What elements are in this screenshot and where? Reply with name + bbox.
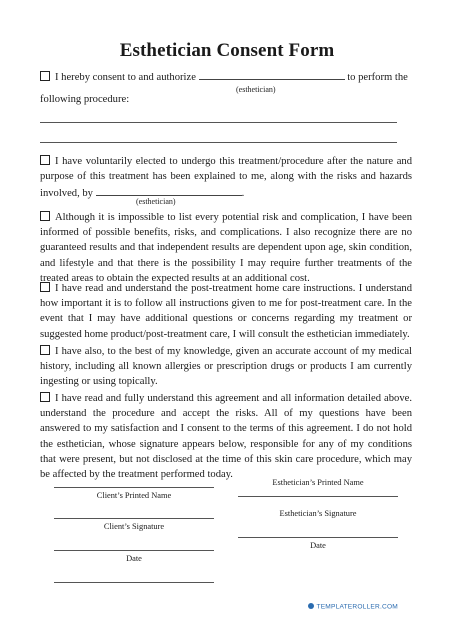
- paragraph-text: I have read and fully understand this agreement and all information detailed above.: [55, 393, 412, 404]
- client-printed-name-field[interactable]: [54, 487, 214, 500]
- brand-footer[interactable]: [308, 603, 398, 611]
- signature-line[interactable]: [238, 537, 398, 538]
- checkbox-voluntary[interactable]: [40, 155, 50, 165]
- paragraph-text: history, including all known allergies or prescription drugs or products I am currently: [40, 361, 412, 373]
- paragraph-consent: [40, 68, 412, 107]
- paragraph-text: that were present, but not disclosed at the time of this skin care procedure, which may: [40, 453, 412, 465]
- esthetician-signature-label: Esthetician’s Signature: [279, 509, 357, 518]
- esthetician-date-field[interactable]: [238, 537, 398, 550]
- templateroller-logo-icon: [308, 603, 314, 609]
- checkbox-risks[interactable]: [40, 211, 50, 221]
- esthetician-sublabel: (esthetician): [236, 85, 276, 94]
- client-printed-name-label: Client’s Printed Name: [96, 491, 172, 500]
- checkbox-home-care[interactable]: [40, 282, 50, 292]
- esthetician-printed-name-field[interactable]: [238, 478, 398, 497]
- paragraph-text: ingesting or using topically.: [40, 376, 158, 388]
- extra-line-field[interactable]: [54, 582, 214, 583]
- client-date-label: Date: [126, 554, 142, 563]
- paragraph-text: involved, by: [40, 188, 93, 200]
- paragraph-text: .: [241, 188, 245, 200]
- paragraph-text: event that I may have additional questions or concerns regarding my treatment or: [40, 313, 412, 325]
- signature-line[interactable]: [54, 487, 214, 488]
- procedure-line-2[interactable]: [40, 142, 397, 143]
- paragraph-risks: [40, 210, 412, 286]
- paragraph-text: I have also, to the best of my knowledge, given an accurate account of my medical: [55, 346, 412, 357]
- esthetician-name-blank[interactable]: [199, 68, 345, 80]
- paragraph-text: and lifestyle and that there is the possibility I may require further treatments of the: [40, 257, 412, 269]
- paragraph-text: Although it is impossible to list every potential risk and complication, I have been: [55, 212, 412, 223]
- paragraph-text: understand the procedure and accept the risks. All of my questions have been: [40, 408, 412, 420]
- paragraph-text: be affected by the treatment performed today.: [40, 468, 233, 480]
- paragraph-text: how important it is to follow all instructions given to me for post-treatment care. In the: [40, 298, 412, 310]
- client-date-field[interactable]: [54, 550, 214, 563]
- signature-line[interactable]: [54, 582, 214, 583]
- signature-line[interactable]: [54, 518, 214, 519]
- paragraph-text: guaranteed results and that independent results are dependent upon age, skin condition,: [40, 242, 412, 254]
- paragraph-home-care: [40, 281, 412, 342]
- signature-line[interactable]: [54, 550, 214, 551]
- esthetician-signature-field[interactable]: [238, 505, 398, 518]
- client-signature-label: Client’s Signature: [103, 522, 165, 531]
- paragraph-text: answered to my satisfaction and I consent to the terms of this agreement. I do not hold: [40, 423, 412, 435]
- paragraph-text: suggested home product/post-treatment care, I will consult the esthetician immediately.: [40, 328, 410, 340]
- paragraph-text: informed of possible benefits, risks, and complications. I also recognize there are no: [40, 227, 412, 239]
- signature-line[interactable]: [238, 496, 398, 497]
- paragraph-text: treated areas to obtain the expected results at an additional cost.: [40, 272, 310, 284]
- paragraph-text: I have read and understand the post-treatment home care instructions. I understand: [55, 283, 412, 294]
- paragraph-voluntary: [40, 154, 412, 202]
- client-signature-field[interactable]: [54, 518, 214, 531]
- paragraph-text: following procedure:: [40, 94, 130, 106]
- brand-text: TEMPLATEROLLER.COM: [316, 603, 398, 611]
- checkbox-agreement[interactable]: [40, 392, 50, 402]
- paragraph-medical-history: [40, 344, 412, 390]
- paragraph-text: I have voluntarily elected to undergo this treatment/procedure after the nature and: [55, 156, 412, 167]
- esthetician-sublabel: (esthetician): [136, 197, 176, 206]
- paragraph-text: the esthetician, whose signature appears below, responsible for any of my conditions: [40, 438, 412, 450]
- esthetician-explained-blank[interactable]: [96, 184, 242, 196]
- paragraph-text: to perform the: [347, 72, 408, 83]
- paragraph-text: I hereby consent to and authorize: [55, 72, 196, 83]
- paragraph-text: purpose of this treatment has been explained to me, along with the risks and hazards: [40, 171, 412, 183]
- procedure-line-1[interactable]: [40, 122, 397, 123]
- checkbox-consent[interactable]: [40, 71, 50, 81]
- esthetician-printed-name-label: Esthetician’s Printed Name: [272, 478, 364, 487]
- checkbox-medical-history[interactable]: [40, 345, 50, 355]
- esthetician-date-label: Date: [310, 541, 326, 550]
- form-title: Esthetician Consent Form: [119, 40, 335, 61]
- paragraph-agreement: [40, 391, 412, 482]
